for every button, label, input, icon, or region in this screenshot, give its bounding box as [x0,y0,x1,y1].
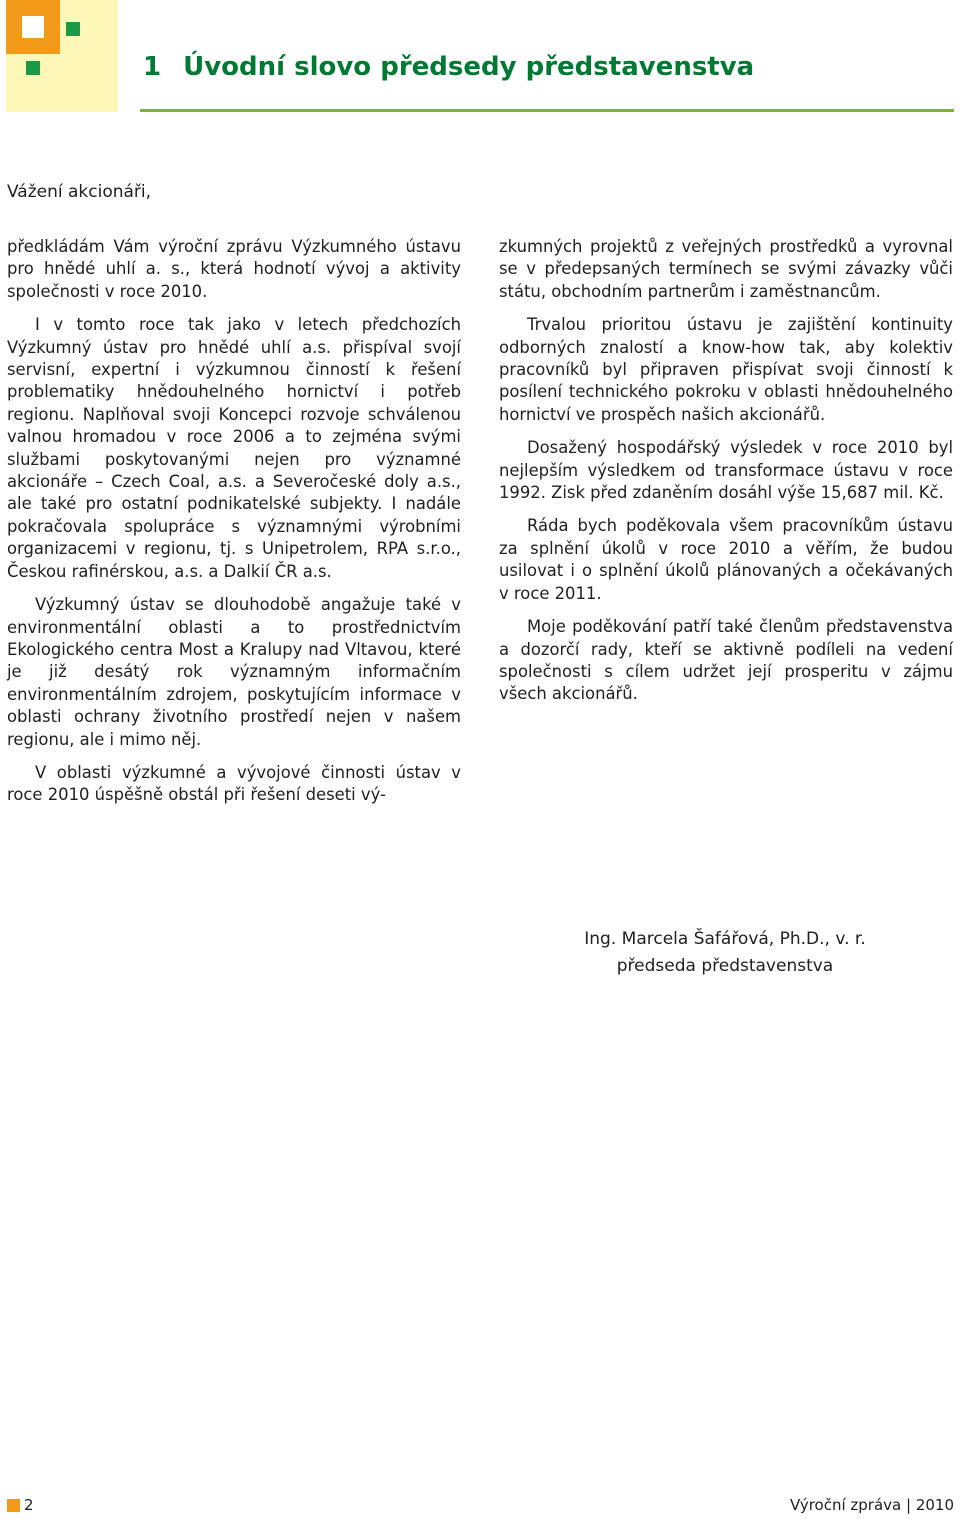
page-number: 2 [24,1496,34,1514]
paragraph: Dosažený hospodářský výsledek v roce 2010 byl nejlepším výsledkem od transformace ústavu v roce 1992. Zisk před zdaněním dosáhl výše 15,687 mil. Kč. [499,438,953,503]
page-footer [7,1496,954,1516]
salutation: Vážení akcionáři, [7,182,152,202]
paragraph: Ráda bych poděkovala všem pracovníkům ústavu za splnění úkolů v roce 2010 a věřím, že budou usilovat i o splnění úkolů plánovaných a očekávaných v roce 2011. [499,516,953,603]
paragraph: I v tomto roce tak jako v letech předchozích Výzkumný ústav pro hnědé uhlí a.s. přispíval svojí servisní, expertní i výzkumnou činností k řešení problematiky hnědouhelného hornictví i potřeb regionu. Naplňoval svoji Koncepci rozvoje schválenou valnou hromadou v roce 2006 a to zejména svými službami poskytovanými nejen pro významné akcionáře – Czech Coal, a.s. a Severočeské doly a.s., ale také pro ostatní podnikatelské subjekty. I nadále pokračovala spolupráce s významnými výrobními organizacemi v regionu, tj. s Unipetrolem, RPA s.r.o., Českou rafinérskou, a.s. a Dalkií ČR a.s. [7,315,461,581]
paragraph: V oblasti výzkumné a vývojové činnosti ústav v roce 2010 úspěšně obstál při řešení deseti vý- [7,762,461,805]
signature-name: Ing. Marcela Šafářová, Ph.D., v. r. [584,929,866,949]
chapter-title-text: Úvodní slovo předsedy představenstva [183,52,755,82]
paragraph: Moje poděkování patří také členům představenstva a dozorčí rady, kteří se aktivně podíleli na vedení společnosti s cílem udržet její prosperitu v zájmu všech akcionářů. [499,617,953,704]
company-logo [0,0,118,112]
chapter-number: 1 [143,52,162,82]
right-column [499,236,953,717]
left-column [7,236,461,818]
logo-green-square-bottom [26,61,40,75]
signature-role: předseda představenstva [616,956,834,976]
title-rule [140,109,954,112]
paragraph: zkumných projektů z veřejných prostředků a vyrovnal se v předepsaných termínech se svými závazky vůči státu, obchodním partnerům i zaměstnancům. [499,237,953,301]
logo-green-square-top [66,22,80,36]
paragraph: Výzkumný ústav se dlouhodobě angažuje také v environmentální oblasti a to prostřednictvím Ekologického centra Most a Kralupy nad Vltavou, které je již desátý rok významným informačním environmentálním zdrojem, poskytujícím informace v oblasti ochrany životního prostředí nejen v našem regionu, ale i mimo něj. [7,595,461,749]
paragraph: předkládám Vám výroční zprávu Výzkumného ústavu pro hnědé uhlí a. s., která hodnotí vývoj a aktivity společnosti v roce 2010. [7,237,461,301]
logo-white-square [22,16,44,38]
signature-block [560,926,890,980]
paragraph: Trvalou prioritou ústavu je zajištění kontinuity odborných znalostí a know-how tak, aby kolektiv pracovníků byl připraven přispívat svoji činností k posílení technického pokroku v oblasti hnědouhelného hornictví ve prospěch našich akcionářů. [499,315,953,424]
chapter-title [143,52,754,82]
footer-orange-square [7,1499,20,1512]
footer-label: Výroční zpráva | 2010 [789,1496,954,1514]
